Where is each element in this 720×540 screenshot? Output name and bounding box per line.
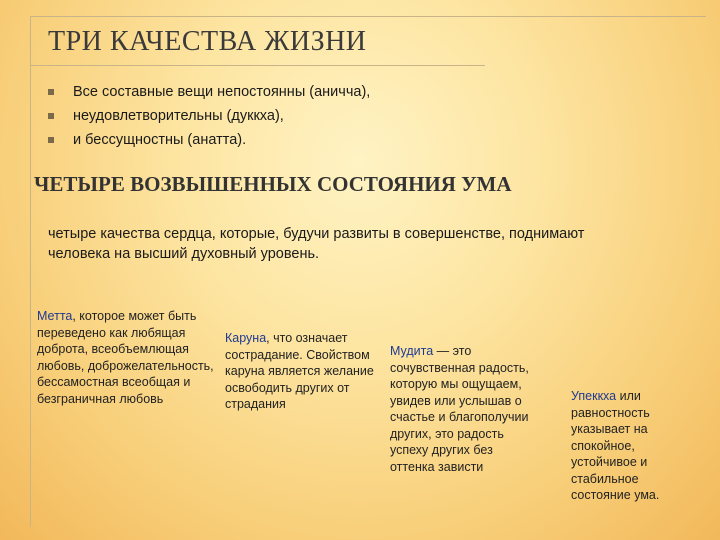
state-term: Метта — [37, 309, 73, 323]
page-title: ТРИ КАЧЕСТВА ЖИЗНИ — [48, 26, 367, 57]
square-bullet-icon — [48, 113, 54, 119]
state-term: Упеккха — [571, 389, 617, 403]
list-item: Все составные вещи непостоянны (аничча), — [45, 80, 370, 104]
state-mudita — [390, 343, 540, 475]
state-upekkha — [571, 388, 681, 504]
state-text: , которое может быть переведено как любящая доброта, всеобъемлющая любовь, доброжелательность, бессамостная всеобщая и безграничная любовь — [37, 309, 214, 406]
state-term: Каруна — [225, 331, 267, 345]
state-text: — это сочувственная радость, которую мы ощущаем, увидев или услышав о счастье и благополучии других, это радость успеху других без оттенка зависти — [390, 344, 529, 474]
state-karuna — [225, 330, 375, 413]
state-metta — [37, 308, 217, 407]
section-heading: ЧЕТЫРЕ ВОЗВЫШЕННЫХ СОСТОЯНИЯ УМА — [34, 172, 512, 196]
state-text: , что означает сострадание. Свойством каруна является желание освободить других от страдания — [225, 331, 374, 411]
state-term: Мудита — [390, 344, 434, 358]
title-divider — [30, 65, 485, 66]
state-text: или равностность указывает на спокойное, устойчивое и стабильное состояние ума. — [571, 389, 660, 502]
list-item: неудовлетворительны (дуккха), — [45, 104, 370, 128]
section-description: четыре качества сердца, которые, будучи развиты в совершенстве, поднимают человека на высший духовный уровень. — [48, 226, 585, 262]
square-bullet-icon — [48, 137, 54, 143]
list-item: и бессущностны (анатта). — [45, 128, 370, 152]
qualities-list — [45, 80, 370, 152]
square-bullet-icon — [48, 89, 54, 95]
